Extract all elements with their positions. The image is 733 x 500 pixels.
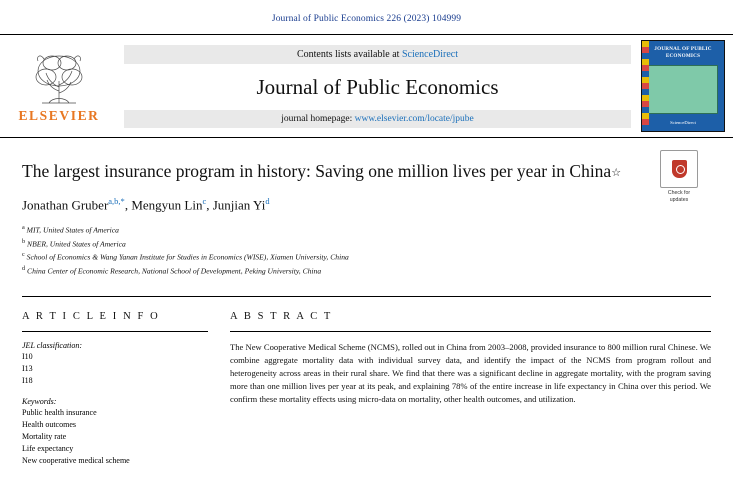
abstract-underline xyxy=(230,331,711,332)
jel-label: JEL classification: xyxy=(22,341,83,351)
jel-code: I18 xyxy=(22,376,33,386)
elsevier-tree-icon xyxy=(22,51,96,107)
affiliation-text: School of Economics & Wang Yanan Institute for Studies in Economics (WISE), Xiamen University, China xyxy=(26,252,349,262)
author-affil-marks: a,b,* xyxy=(108,196,125,207)
author-list: Jonathan Gruber$^{a,b,*}$, Mengyun Lin$^c$, Junjian Yi$^d$ xyxy=(22,196,270,213)
author-name[interactable]: Junjian Yi xyxy=(212,197,266,213)
page-title xyxy=(22,160,622,183)
cover-stripe-decoration xyxy=(642,41,649,131)
affiliation-item xyxy=(22,264,711,278)
article-info-heading: A R T I C L E I N F O xyxy=(22,311,160,323)
article-info-column xyxy=(22,311,208,467)
affiliation-text: MIT, United States of America xyxy=(26,225,119,235)
affiliation-list xyxy=(22,223,711,278)
journal-masthead xyxy=(0,34,733,138)
journal-cover-thumbnail[interactable] xyxy=(641,40,725,132)
author-affil-marks: d xyxy=(265,196,270,207)
homepage-bar xyxy=(124,110,631,128)
homepage-url-link[interactable]: www.elsevier.com/locate/jpube xyxy=(354,113,474,124)
cover-footer: ScienceDirect xyxy=(642,117,724,131)
crossmark-label-line2: updates xyxy=(669,196,689,203)
affiliation-mark: c xyxy=(22,251,25,259)
homepage-prefix: journal homepage: xyxy=(281,113,353,124)
jel-code: I10 xyxy=(22,352,33,362)
title-footnote-marker[interactable]: ☆ xyxy=(611,167,622,179)
crossmark-badge[interactable] xyxy=(657,150,701,203)
keywords-list xyxy=(22,407,208,467)
abstract-text: The New Cooperative Medical Scheme (NCMS), rolled out in China from 2003–2008, provided insurance to 800 million rural Chinese. We combine aggregate mortality data with individual survey data, and identify the impact of the NCMS from program rollout and heterogeneity across areas in their rural share. We find that there was a significant decline in aggregate mortality, with the program saving more than one million lives per year at its peak, and explaining 78% of the entire increase in life expectancy in China over this period. We confirm these mortality effects using micro-data on mortality, other health outcomes, and utilization. xyxy=(230,342,711,405)
keyword-item: Life expectancy xyxy=(22,444,74,454)
title-block xyxy=(0,138,733,278)
elsevier-logo xyxy=(0,35,118,137)
affiliation-text: China Center of Economic Research, National School of Development, Peking University, China xyxy=(27,266,322,276)
affiliation-mark: d xyxy=(22,265,26,273)
cover-artwork xyxy=(648,65,718,114)
contents-bar xyxy=(124,45,631,64)
running-head: Journal of Public Economics 226 (2023) 104999 xyxy=(271,14,462,24)
keyword-item: Health outcomes xyxy=(22,420,76,430)
affiliation-mark: a xyxy=(22,223,25,231)
affiliation-mark: b xyxy=(22,237,26,245)
affiliation-item xyxy=(22,223,711,237)
jel-codes xyxy=(22,351,208,387)
keyword-item: Public health insurance xyxy=(22,408,97,418)
cover-title: JOURNAL OF PUBLIC ECONOMICS xyxy=(642,41,724,62)
author-name[interactable]: Mengyun Lin xyxy=(131,197,203,213)
author-affil-marks: c xyxy=(202,196,207,207)
affiliation-text: NBER, United States of America xyxy=(27,239,126,249)
affiliation-item xyxy=(22,237,711,251)
paper-title-text: The largest insurance program in history: Saving one million lives per year in China xyxy=(22,161,612,181)
keyword-item: New cooperative medical scheme xyxy=(22,456,130,466)
sciencedirect-link[interactable]: ScienceDirect xyxy=(401,48,459,60)
keywords-label: Keywords: xyxy=(22,397,57,407)
author-name[interactable]: Jonathan Gruber xyxy=(22,197,109,213)
abstract-heading: A B S T R A C T xyxy=(230,311,333,323)
info-abstract-columns xyxy=(0,297,733,467)
journal-title: Journal of Public Economics xyxy=(256,74,499,99)
article-info-underline xyxy=(22,331,208,332)
contents-prefix: Contents lists available at xyxy=(296,48,400,60)
abstract-column xyxy=(230,311,711,467)
elsevier-wordmark: ELSEVIER xyxy=(18,107,100,123)
crossmark-icon xyxy=(660,150,698,188)
keyword-item: Mortality rate xyxy=(22,432,67,442)
masthead-center xyxy=(118,35,637,137)
jel-code: I13 xyxy=(22,364,33,374)
affiliation-item xyxy=(22,250,711,264)
crossmark-label-line1: Check for xyxy=(667,190,691,196)
